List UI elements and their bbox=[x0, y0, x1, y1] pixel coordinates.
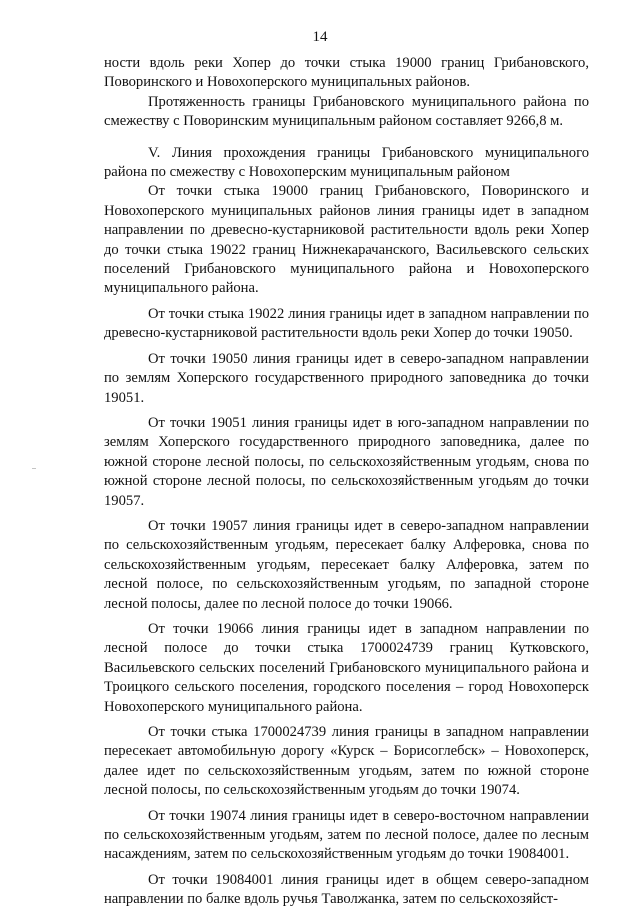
paragraph: От точки стыка 19022 линия границы идет в западном направлении по древесно-кустарниковой растительности вдоль реки Хопер до точки 19050. bbox=[104, 305, 589, 342]
paragraph: От точки 19066 линия границы идет в западном направлении по лесной полосе до точки стыка 1700024739 границ Кутковского, Васильевского сельских поселений Грибановского муниципального района и Троицкого сельского поселения, городского поселения – город Новохоперск Новохоперского муниципального района. bbox=[104, 620, 589, 715]
paragraph: От точки 19050 линия границы идет в северо-западном направлении по землям Хоперского государственного природного заповедника до точки 19051. bbox=[104, 350, 589, 406]
body-text bbox=[104, 54, 589, 910]
margin-mark: .. bbox=[32, 462, 36, 471]
paragraph: От точки стыка 1700024739 линия границы в западном направлении пересекает автомобильную дорогу «Курск – Борисоглебск» – Новохоперск, далее идет по сельскохозяйственным угодьям, затем по южной стороне лесной полосы, по сельскохозяйственным угодьям до точки 19074. bbox=[104, 724, 589, 799]
section-heading: V. Линия прохождения границы Грибановского муниципального района по смежеству с Новохоперским муниципальным районом bbox=[104, 144, 589, 181]
paragraph-length-summary: Протяженность границы Грибановского муниципального района по смежеству с Поворинским муниципальным районом составляет 9266,8 м. bbox=[104, 93, 589, 130]
paragraph: От точки 19057 линия границы идет в северо-западном направлении по сельскохозяйственным угодьям, пересекает балку Алферовка, снова по сельскохозяйственным угодьям, пересекает балку Алферовка, затем по лесной полосе, по сельскохозяйственным угодьям, по западной стороне лесной полосы, далее по лесной полосе до точки 19066. bbox=[104, 517, 589, 612]
paragraph: От точки 19051 линия границы идет в юго-западном направлении по землям Хоперского государственного природного заповедника, далее по южной стороне лесной полосы, по сельскохозяйственным угодьям, снова по южной стороне лесной полосы, по сельскохозяйственным угодьям до точки 19057. bbox=[104, 414, 589, 509]
page-number: 14 bbox=[312, 29, 328, 45]
paragraph: От точки 19074 линия границы идет в северо-восточном направлении по сельскохозяйственным угодьям, затем по лесной полосе, далее по лесным насаждениям, затем по сельскохозяйственным угодьям до точки 19084001. bbox=[104, 807, 589, 863]
paragraph: От точки 19084001 линия границы идет в общем северо-западном направлении по балке вдоль ручья Таволжанка, затем по сельскохозяйст- bbox=[104, 871, 589, 908]
paragraph-continuation: ности вдоль реки Хопер до точки стыка 19000 границ Грибановского, Поворинского и Новохоперского муниципальных районов. bbox=[104, 55, 589, 91]
paragraph: От точки стыка 19000 границ Грибановского, Поворинского и Новохоперского муниципальных районов линия границы идет в западном направлении по древесно-кустарниковой растительности вдоль реки Хопер до точки стыка 19022 границ Нижнекарачанского, Васильевского сельских поселений Грибановского муниципального района и Новохоперского муниципального района. bbox=[104, 183, 589, 297]
